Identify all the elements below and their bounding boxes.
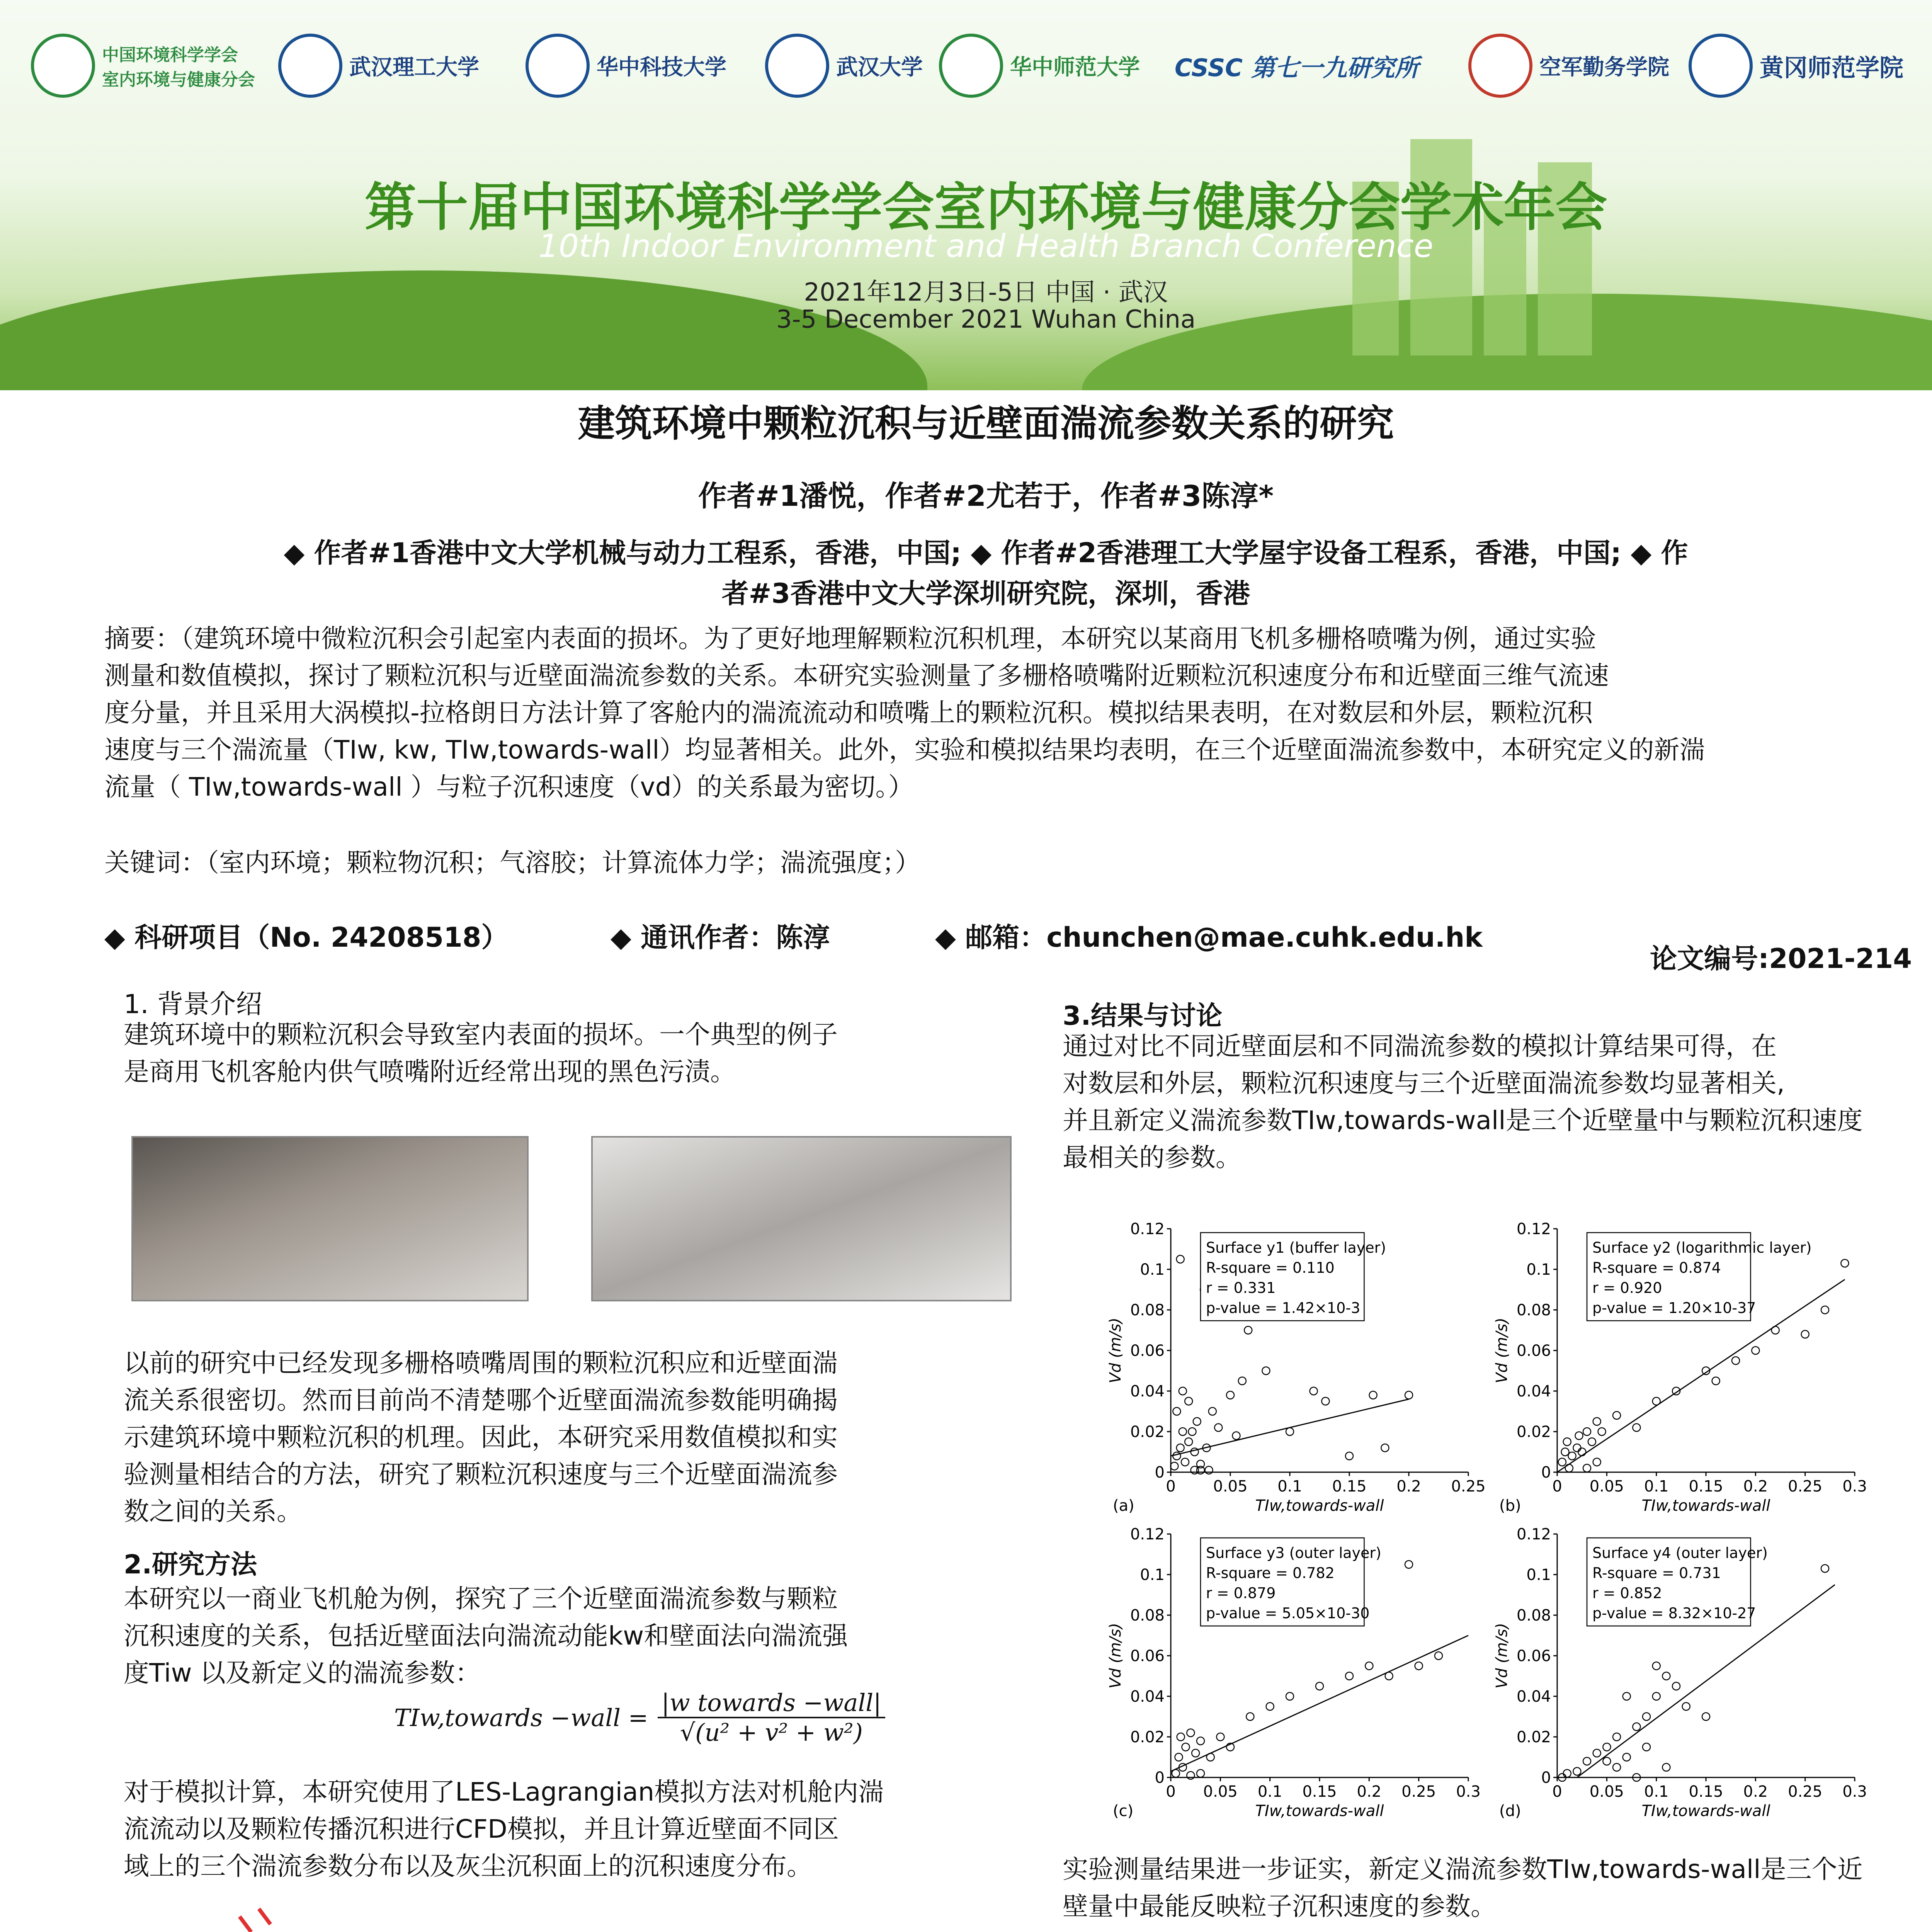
text-line: 数之间的关系。 <box>124 1497 302 1526</box>
data-point <box>1583 1428 1591 1435</box>
data-point <box>1623 1753 1631 1761</box>
y-tick-label: 0.1 <box>1526 1566 1551 1584</box>
affiliation-line-1: ◆ 作者#1香港中文大学机械与动力工程系，香港，中国; ◆ 作者#2香港理工大学屋宇设备工程系，香港，中国; ◆ 作 <box>284 537 1688 569</box>
x-tick-label: 0.2 <box>1743 1478 1768 1495</box>
data-point <box>1316 1682 1323 1690</box>
cabin-cfd-model-figure <box>131 1905 1036 1932</box>
data-point <box>1653 1692 1660 1700</box>
text-line: 建筑环境中的颗粒沉积会导致室内表面的损坏。一个典型的例子 <box>124 1020 838 1049</box>
text-line: 沉积速度的关系，包括近壁面法向湍流动能kw和壁面法向湍流强 <box>124 1621 848 1651</box>
y-axis-label: Vd (m/s) <box>1493 1623 1511 1689</box>
section-3-para-1 <box>1063 1028 1932 1176</box>
data-point <box>1216 1733 1224 1741</box>
x-tick-label: 0.1 <box>1644 1783 1669 1801</box>
y-tick-label: 0.02 <box>1516 1423 1551 1441</box>
x-axis-label: TIw,towards-wall <box>1255 1802 1384 1820</box>
chart-sim-a <box>1105 1217 1492 1526</box>
fit-line <box>1171 1636 1468 1772</box>
ccnu-logo <box>939 33 1140 99</box>
y-tick-label: 0 <box>1155 1464 1165 1481</box>
y-tick-label: 0.08 <box>1130 1301 1165 1319</box>
panel-label: (a) <box>1113 1497 1134 1515</box>
y-tick-label: 0.12 <box>1130 1526 1165 1543</box>
text-line: 对于模拟计算，本研究使用了LES-Lagrangian模拟方法对机舱内湍 <box>124 1777 884 1807</box>
abstract-line: 测量和数值模拟，探讨了颗粒沉积与近壁面湍流参数的关系。本研究实验测量了多栅格喷嘴附近颗粒沉积速度分布和近壁面三维气流速 <box>104 661 1609 690</box>
abstract-line: 度分量，并且采用大涡模拟-拉格朗日方法计算了客舱内的湍流流动和喷嘴上的颗粒沉积。模拟结果表明，在对数层和外层，颗粒沉积 <box>104 698 1593 728</box>
x-axis-label: TIw,towards-wall <box>1641 1802 1770 1820</box>
legend-line: p-value = 1.20×10-37 <box>1592 1299 1756 1316</box>
x-tick-label: 0.2 <box>1357 1783 1382 1801</box>
data-point <box>1179 1387 1187 1395</box>
data-point <box>1214 1424 1222 1432</box>
affiliation-line-2: 者#3香港中文大学深圳研究院，深圳，香港 <box>721 578 1250 609</box>
data-point <box>1435 1652 1442 1660</box>
data-point <box>1415 1662 1423 1670</box>
x-tick-label: 0.05 <box>1203 1783 1238 1801</box>
equation <box>394 1689 885 1747</box>
equation-denominator: √(u² + v² + w²) <box>680 1718 863 1747</box>
data-point <box>1573 1767 1581 1775</box>
data-point <box>1583 1757 1591 1765</box>
chart-sim-c <box>1105 1522 1492 1832</box>
whu-logo-text: 武汉大学 <box>836 54 923 80</box>
chart-sim-d <box>1492 1522 1878 1832</box>
data-point <box>1405 1561 1413 1568</box>
data-point <box>1207 1753 1214 1761</box>
data-point <box>1246 1713 1254 1721</box>
legend-line: R-square = 0.110 <box>1206 1259 1335 1276</box>
data-point <box>1578 1448 1586 1456</box>
y-tick-label: 0.06 <box>1130 1342 1165 1360</box>
conference-date-en: 3-5 December 2021 Wuhan China <box>776 305 1196 334</box>
data-point <box>1197 1770 1204 1777</box>
cssc-logo <box>1175 33 1418 99</box>
data-point <box>1226 1391 1234 1399</box>
data-point <box>1821 1565 1829 1572</box>
section-2-title: 2.研究方法 <box>124 1549 257 1580</box>
data-point <box>1821 1306 1829 1314</box>
csee-logo-text-2: 室内环境与健康分会 <box>102 70 255 90</box>
text-line: 本研究以一商业飞机舱为例，探究了三个近壁面湍流参数与颗粒 <box>124 1584 838 1614</box>
x-tick-label: 0.2 <box>1396 1478 1421 1495</box>
abstract <box>104 620 1901 806</box>
x-tick-label: 0.1 <box>1257 1783 1282 1801</box>
aflu-logo-icon <box>1468 34 1532 98</box>
data-point <box>1573 1444 1581 1452</box>
y-tick-label: 0 <box>1155 1769 1165 1787</box>
x-tick-label: 0 <box>1552 1783 1562 1801</box>
data-point <box>1321 1397 1329 1405</box>
data-point <box>1405 1391 1413 1399</box>
paper-authors: 作者#1潘悦，作者#2尤若于，作者#3陈淳* <box>698 480 1274 513</box>
hgnu-logo <box>1689 33 1903 99</box>
whut-logo-icon <box>278 34 342 98</box>
panel-label: (b) <box>1499 1497 1521 1515</box>
y-tick-label: 0.04 <box>1130 1383 1165 1400</box>
data-point <box>1175 1753 1183 1761</box>
y-tick-label: 0.1 <box>1140 1261 1165 1279</box>
data-point <box>1310 1387 1318 1395</box>
x-tick-label: 0.25 <box>1451 1478 1486 1495</box>
whu-logo-icon <box>765 34 829 98</box>
abstract-line: 摘要：（建筑环境中微粒沉积会引起室内表面的损坏。为了更好地理解颗粒沉积机理，本研究以某商用飞机多栅格喷嘴为例，通过实验 <box>104 624 1596 653</box>
text-line: 壁量中最能反映粒子沉积速度的参数。 <box>1063 1891 1496 1921</box>
data-point <box>1613 1733 1621 1741</box>
data-point <box>1181 1458 1189 1466</box>
x-tick-label: 0.05 <box>1213 1478 1248 1495</box>
y-axis-label: Vd (m/s) <box>1107 1318 1124 1383</box>
x-axis-label: TIw,towards-wall <box>1255 1497 1384 1515</box>
x-tick-label: 0 <box>1166 1783 1176 1801</box>
csee-logo <box>31 33 255 99</box>
data-point <box>1633 1424 1640 1432</box>
data-point <box>1772 1327 1779 1334</box>
text-line: 对数层和外层，颗粒沉积速度与三个近壁面湍流参数均显著相关, <box>1063 1068 1785 1098</box>
data-point <box>1185 1397 1192 1405</box>
data-point <box>1633 1723 1640 1731</box>
y-tick-label: 0.12 <box>1130 1220 1165 1238</box>
x-tick-label: 0.1 <box>1644 1478 1669 1495</box>
aflu-logo-text: 空军勤务学院 <box>1539 54 1669 80</box>
chart-sim-b <box>1492 1217 1878 1526</box>
data-point <box>1575 1432 1583 1440</box>
text-line: 度Tiw 以及新定义的湍流参数： <box>124 1658 481 1688</box>
data-point <box>1193 1418 1201 1425</box>
y-tick-label: 0.12 <box>1516 1526 1551 1543</box>
data-point <box>1588 1438 1596 1446</box>
x-tick-label: 0 <box>1166 1478 1176 1495</box>
data-point <box>1177 1255 1184 1263</box>
data-point <box>1381 1444 1389 1452</box>
data-point <box>1752 1347 1759 1354</box>
data-point <box>1385 1672 1393 1680</box>
nozzle-stain-photo-2 <box>591 1136 1012 1301</box>
data-point <box>1369 1391 1377 1399</box>
whut-logo-text: 武汉理工大学 <box>349 54 479 80</box>
data-point <box>1568 1452 1576 1460</box>
data-point <box>1603 1743 1611 1751</box>
hust-logo-text: 华中科技大学 <box>597 54 726 80</box>
x-tick-label: 0.25 <box>1788 1783 1823 1801</box>
legend-line: Surface y3 (outer layer) <box>1206 1544 1381 1561</box>
y-tick-label: 0.12 <box>1516 1220 1551 1238</box>
y-tick-label: 0.08 <box>1130 1607 1165 1624</box>
hgnu-logo-icon <box>1689 34 1753 98</box>
hust-logo-icon <box>526 34 590 98</box>
legend-line: r = 0.331 <box>1206 1279 1276 1296</box>
data-point <box>1653 1662 1660 1670</box>
conference-title-cn: 第十届中国环境科学学会室内环境与健康分会学术年会 <box>364 177 1607 238</box>
keywords: 关键词：（室内环境；颗粒物沉积；气溶胶；计算流体力学；湍流强度；） <box>104 848 920 878</box>
x-tick-label: 0.25 <box>1788 1478 1823 1495</box>
email: ◆ 邮箱：chunchen@mae.cuhk.edu.hk <box>935 922 1483 953</box>
section-2-para-1 <box>124 1580 1032 1692</box>
data-point <box>1613 1764 1621 1771</box>
x-tick-label: 0.1 <box>1277 1478 1302 1495</box>
x-axis-label: TIw,towards-wall <box>1641 1497 1770 1515</box>
legend-line: p-value = 1.42×10-3 <box>1206 1299 1361 1316</box>
nozzle-stain-photo-1 <box>131 1136 529 1301</box>
airflow-arrow <box>240 1917 251 1932</box>
x-tick-label: 0.3 <box>1842 1783 1867 1801</box>
data-point <box>1179 1428 1187 1435</box>
data-point <box>1593 1749 1601 1757</box>
legend-line: p-value = 5.05×10-30 <box>1206 1605 1370 1622</box>
x-tick-label: 0.15 <box>1302 1783 1337 1801</box>
legend-line: Surface y2 (logarithmic layer) <box>1592 1239 1812 1256</box>
x-tick-label: 0.15 <box>1689 1783 1723 1801</box>
data-point <box>1712 1377 1720 1385</box>
airflow-arrow <box>259 1909 270 1924</box>
data-point <box>1732 1357 1740 1364</box>
legend-line: Surface y1 (buffer layer) <box>1206 1239 1386 1256</box>
text-line: 域上的三个湍流参数分布以及灰尘沉积面上的沉积速度分布。 <box>124 1851 812 1881</box>
panel-label: (d) <box>1499 1802 1521 1820</box>
data-point <box>1286 1692 1294 1700</box>
data-point <box>1583 1464 1591 1472</box>
data-point <box>1232 1432 1240 1440</box>
data-point <box>1182 1743 1190 1751</box>
corresponding-author: ◆ 通讯作者：陈淳 <box>611 922 830 953</box>
data-point <box>1841 1259 1849 1267</box>
y-tick-label: 0.06 <box>1130 1647 1165 1665</box>
data-point <box>1286 1428 1294 1435</box>
legend-line: R-square = 0.874 <box>1592 1259 1721 1276</box>
legend-line: Surface y4 (outer layer) <box>1592 1544 1768 1561</box>
text-line: 验测量相结合的方法，研究了颗粒沉积速度与三个近壁面湍流参 <box>124 1459 838 1489</box>
text-line: 流关系很密切。然而目前尚不清楚哪个近壁面湍流参数能明确揭 <box>124 1385 838 1415</box>
text-line: 示建筑环境中颗粒沉积的机理。因此，本研究采用数值模拟和实 <box>124 1422 838 1452</box>
data-point <box>1365 1662 1373 1670</box>
text-line: 是商用飞机客舱内供气喷嘴附近经常出现的黑色污渍。 <box>124 1057 736 1087</box>
ccnu-logo-icon <box>939 34 1003 98</box>
legend-line: r = 0.879 <box>1206 1585 1276 1602</box>
y-tick-label: 0.04 <box>1130 1688 1165 1706</box>
data-point <box>1173 1408 1180 1415</box>
section-2-para-2 <box>124 1774 1032 1885</box>
legend-line: R-square = 0.782 <box>1206 1565 1335 1582</box>
text-line: 实验测量结果进一步证实，新定义湍流参数TIw,towards-wall是三个近 <box>1063 1854 1863 1884</box>
data-point <box>1643 1743 1650 1751</box>
data-point <box>1266 1702 1274 1710</box>
paper-number: 论文编号:2021-214 <box>1650 943 1912 975</box>
aflu-logo <box>1468 33 1669 99</box>
cssc-logo-text: CSSC 第七一九研究所 <box>1175 53 1419 82</box>
data-point <box>1197 1737 1204 1745</box>
x-tick-label: 0.3 <box>1842 1478 1867 1495</box>
y-axis-label: Vd (m/s) <box>1493 1318 1511 1383</box>
text-line: 流流动以及颗粒传播沉积进行CFD模拟，并且计算近壁面不同区 <box>124 1814 839 1844</box>
paper-title: 建筑环境中颗粒沉积与近壁面湍流参数关系的研究 <box>578 402 1394 445</box>
csee-logo-text: 中国环境科学学会 <box>102 45 238 65</box>
legend-line: r = 0.852 <box>1592 1585 1662 1602</box>
y-tick-label: 0.1 <box>1526 1261 1551 1279</box>
data-point <box>1672 1682 1680 1690</box>
data-point <box>1653 1397 1660 1405</box>
data-point <box>1205 1466 1213 1474</box>
y-tick-label: 0.08 <box>1516 1607 1551 1624</box>
text-line: 以前的研究中已经发现多栅格喷嘴周围的颗粒沉积应和近壁面湍 <box>124 1348 838 1378</box>
y-tick-label: 0.08 <box>1516 1301 1551 1319</box>
whu-logo <box>765 33 923 99</box>
panel-label: (c) <box>1113 1802 1134 1820</box>
x-tick-label: 0 <box>1552 1478 1562 1495</box>
data-point <box>1662 1672 1670 1680</box>
x-tick-label: 0.2 <box>1743 1783 1768 1801</box>
data-point <box>1345 1452 1353 1460</box>
data-point <box>1682 1702 1690 1710</box>
text-line: 并且新定义湍流参数TIw,towards-wall是三个近壁量中与颗粒沉积速度 <box>1063 1105 1863 1135</box>
legend-line: r = 0.920 <box>1592 1279 1662 1296</box>
conference-banner <box>0 0 1932 390</box>
data-point <box>1593 1418 1601 1425</box>
data-point <box>1702 1713 1710 1721</box>
data-point <box>1643 1713 1650 1721</box>
x-tick-label: 0.05 <box>1589 1478 1624 1495</box>
y-tick-label: 0.02 <box>1516 1728 1551 1746</box>
section-1-para-2 <box>124 1345 1032 1530</box>
hgnu-logo-text: 黄冈师范学院 <box>1760 53 1904 82</box>
legend-line: p-value = 8.32×10-27 <box>1592 1605 1756 1622</box>
y-tick-label: 0.1 <box>1140 1566 1165 1584</box>
y-tick-label: 0.02 <box>1130 1423 1165 1441</box>
data-point <box>1662 1764 1670 1771</box>
y-tick-label: 0.06 <box>1516 1647 1551 1665</box>
y-tick-label: 0.02 <box>1130 1728 1165 1746</box>
hust-logo <box>526 33 726 99</box>
x-tick-label: 0.05 <box>1589 1783 1624 1801</box>
data-point <box>1192 1749 1199 1757</box>
y-tick-label: 0 <box>1541 1464 1551 1481</box>
data-point <box>1598 1428 1606 1435</box>
csee-logo-icon <box>31 34 95 98</box>
section-1-para-1 <box>124 1016 1032 1090</box>
data-point <box>1623 1692 1631 1700</box>
data-point <box>1262 1367 1270 1375</box>
data-point <box>1185 1438 1192 1446</box>
data-point <box>1170 1462 1178 1470</box>
y-tick-label: 0.06 <box>1516 1342 1551 1360</box>
y-tick-label: 0.04 <box>1516 1383 1551 1400</box>
conference-title-en: 10th Indoor Environment and Health Branch Conference <box>538 228 1434 265</box>
data-point <box>1191 1448 1199 1456</box>
conference-date-cn: 2021年12月3日-5日 中国 · 武汉 <box>804 278 1168 307</box>
data-point <box>1238 1377 1246 1385</box>
data-point <box>1563 1438 1571 1446</box>
data-point <box>1563 1770 1571 1777</box>
section-3-title: 3.结果与讨论 <box>1063 1001 1223 1031</box>
data-point <box>1209 1408 1216 1415</box>
data-point <box>1603 1757 1611 1765</box>
text-line: 通过对比不同近壁面层和不同湍流参数的模拟计算结果可得，在 <box>1063 1031 1777 1061</box>
data-point <box>1187 1729 1194 1737</box>
section-3-para-2 <box>1063 1851 1932 1925</box>
whut-logo <box>278 33 479 99</box>
data-point <box>1173 1452 1180 1460</box>
project-info: ◆ 科研项目（No. 24208518） <box>104 922 509 953</box>
text-line: 最相关的参数。 <box>1063 1143 1241 1172</box>
data-point <box>1177 1444 1184 1452</box>
y-tick-label: 0.04 <box>1516 1688 1551 1706</box>
section-1-title: 1. 背景介绍 <box>124 989 262 1020</box>
data-point <box>1593 1458 1601 1466</box>
data-point <box>1172 1770 1180 1777</box>
x-tick-label: 0.25 <box>1401 1783 1436 1801</box>
data-point <box>1561 1448 1569 1456</box>
data-point <box>1558 1458 1566 1466</box>
equation-numerator: |w towards −wall| <box>658 1689 885 1718</box>
ccnu-logo-text: 华中师范大学 <box>1010 54 1140 80</box>
data-point <box>1565 1464 1573 1472</box>
data-point <box>1244 1327 1252 1334</box>
y-axis-label: Vd (m/s) <box>1107 1623 1124 1689</box>
x-tick-label: 0.15 <box>1332 1478 1367 1495</box>
data-point <box>1187 1772 1194 1779</box>
legend-line: R-square = 0.731 <box>1592 1565 1721 1582</box>
abstract-line: 流量（ TIw,towards-wall ）与粒子沉积速度（vd）的关系最为密切。） <box>104 772 914 802</box>
data-point <box>1177 1733 1185 1741</box>
x-tick-label: 0.15 <box>1689 1478 1723 1495</box>
data-point <box>1345 1672 1353 1680</box>
equation-lhs: TIw,towards −wall = <box>394 1703 648 1732</box>
x-tick-label: 0.3 <box>1456 1783 1481 1801</box>
y-tick-label: 0 <box>1541 1769 1551 1787</box>
abstract-line: 速度与三个湍流量（TIw, kw, TIw,towards-wall）均显著相关。此外，实验和模拟结果均表明，在三个近壁面湍流参数中，本研究定义的新湍 <box>104 735 1705 765</box>
data-point <box>1188 1428 1196 1435</box>
data-point <box>1613 1412 1621 1419</box>
data-point <box>1801 1330 1809 1338</box>
